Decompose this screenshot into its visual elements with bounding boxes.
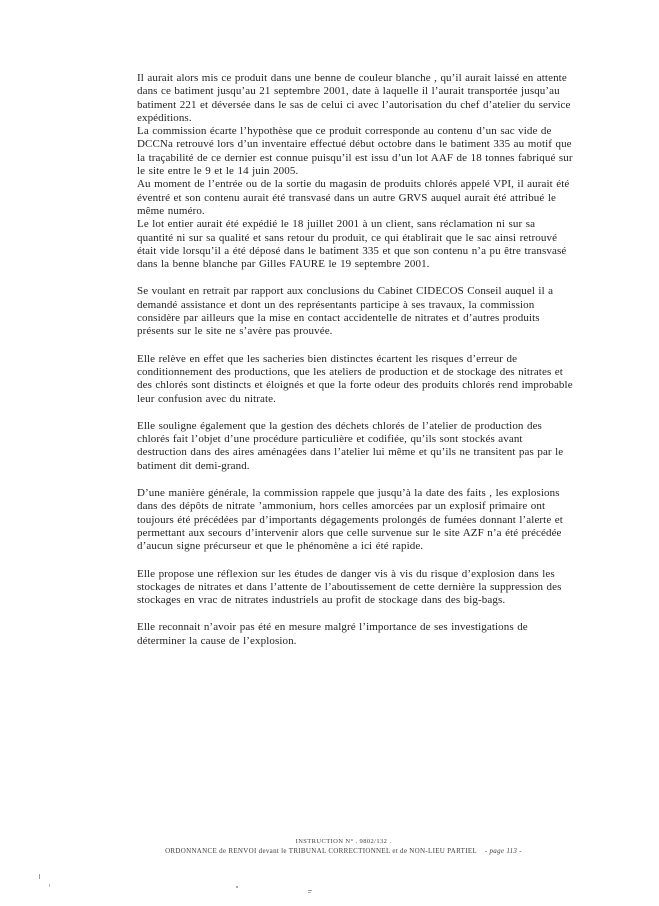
scan-speck [39, 874, 40, 879]
body-paragraph: Elle souligne également que la gestion des déchets chlorés de l’atelier de production des chlorés fait l’objet d’une procédure particulière et codifiée, qu’ils sont stockés avant destruction dans des aires aménagées dans l’atelier lui même et qu’ils ne transitent pas par le batiment dit demi-grand. [137, 419, 564, 472]
body-paragraph: D’une manière générale, la commission rappele que jusqu’à la date des faits , les explosions dans des dépôts de nitrate ’ammonium, hors celles amorcées par un explosif primaire ont toujours été précédées par d’importants dégagements prolongés de fumées donnant l’alerte et permettant aux secours d’intervenir alors que celle survenue sur le site AZF n’a été précédée d’aucun signe précurseur et que le phénomène a ici été rapide. [137, 487, 563, 553]
footer-instruction-number: INSTRUCTION N° . 9802/132 . [295, 838, 392, 845]
body-paragraph: La commission écarte l’hypothèse que ce produit corresponde au contenu d’un sac vide de DCCNa retrouvé lors d’un inventaire effectué début octobre dans le batiment 335 au motif que la traçabilité de ce dernier est connue puisqu’il est issu d’un lot AAF de 18 tonnes fabriqué sur le site entre le 9 et le 14 juin 2005. [137, 125, 573, 178]
body-paragraph: Le lot entier aurait été expédié le 18 juillet 2001 à un client, sans réclamation ni sur sa quantité ni sur sa qualité et sans retour du produit, ce qui établirait que le sac ainsi retrouvé était vide lorsqu’il a été déposé dans le batiment 335 et que son contenu n’a pu être transvasé dans la benne blanche par Gilles FAURE le 19 septembre 2001. [137, 218, 567, 271]
body-paragraph: Se voulant en retrait par rapport aux conclusions du Cabinet CIDECOS Conseil auquel il a demandé assistance et dont un des représentants participe à ses travaux, la commission considère par ailleurs que la mise en contact accidentelle de nitrates et d’autres produits présents sur le site ne s’avère pas prouvée. [137, 285, 554, 338]
scan-speck [236, 886, 238, 888]
document-text-block [137, 72, 573, 648]
footer-page-number: - page 113 - [484, 847, 522, 855]
body-paragraph: Il aurait alors mis ce produit dans une benne de couleur blanche , qu’il aurait laissé en attente dans ce batiment jusqu’au 21 septembre 2001, date à laquelle il l’aurait transportée jusqu’au batiment 221 et déversée dans le sas de celui ci avec l’autorisation du chef d’atelier du service expéditions. [137, 72, 571, 124]
body-paragraph: Au moment de l’entrée ou de la sortie du magasin de produits chlorés appelé VPI, il aurait été éventré et son contenu aurait été transvasé dans un autre GRVS auquel aurait été attribué le même numéro. [137, 178, 570, 217]
body-paragraph: Elle relève en effet que les sacheries bien distinctes écartent les risques d’erreur de conditionnement des productions, que les ateliers de production et de stockage des nitrates et des chlorés sont distincts et éloignés et que la forte odeur des produits chlorés rend improbable leur confusion avec du nitrate. [137, 352, 573, 405]
body-paragraph: Elle reconnait n’avoir pas été en mesure malgré l’importance de ses investigations de déterminer la cause de l’explosion. [137, 621, 528, 647]
body-paragraph: Elle propose une réflexion sur les études de danger vis à vis du risque d’explosion dans les stockages de nitrates et dans l’attente de l’aboutissement de cette dernière la suppression des stockages en vrac de nitrates industriels au profit de stockage dans des big-bags. [137, 567, 562, 607]
scan-speck [49, 884, 50, 887]
footer-ordonnance-title: ORDONNANCE de RENVOI devant le TRIBUNAL CORRECTIONNEL et de NON-LIEU PARTIEL [165, 847, 477, 855]
page-footer [14, 838, 659, 855]
footer-ordonnance-line [14, 847, 659, 855]
scan-speck [308, 892, 311, 893]
scan-speck [308, 890, 312, 891]
